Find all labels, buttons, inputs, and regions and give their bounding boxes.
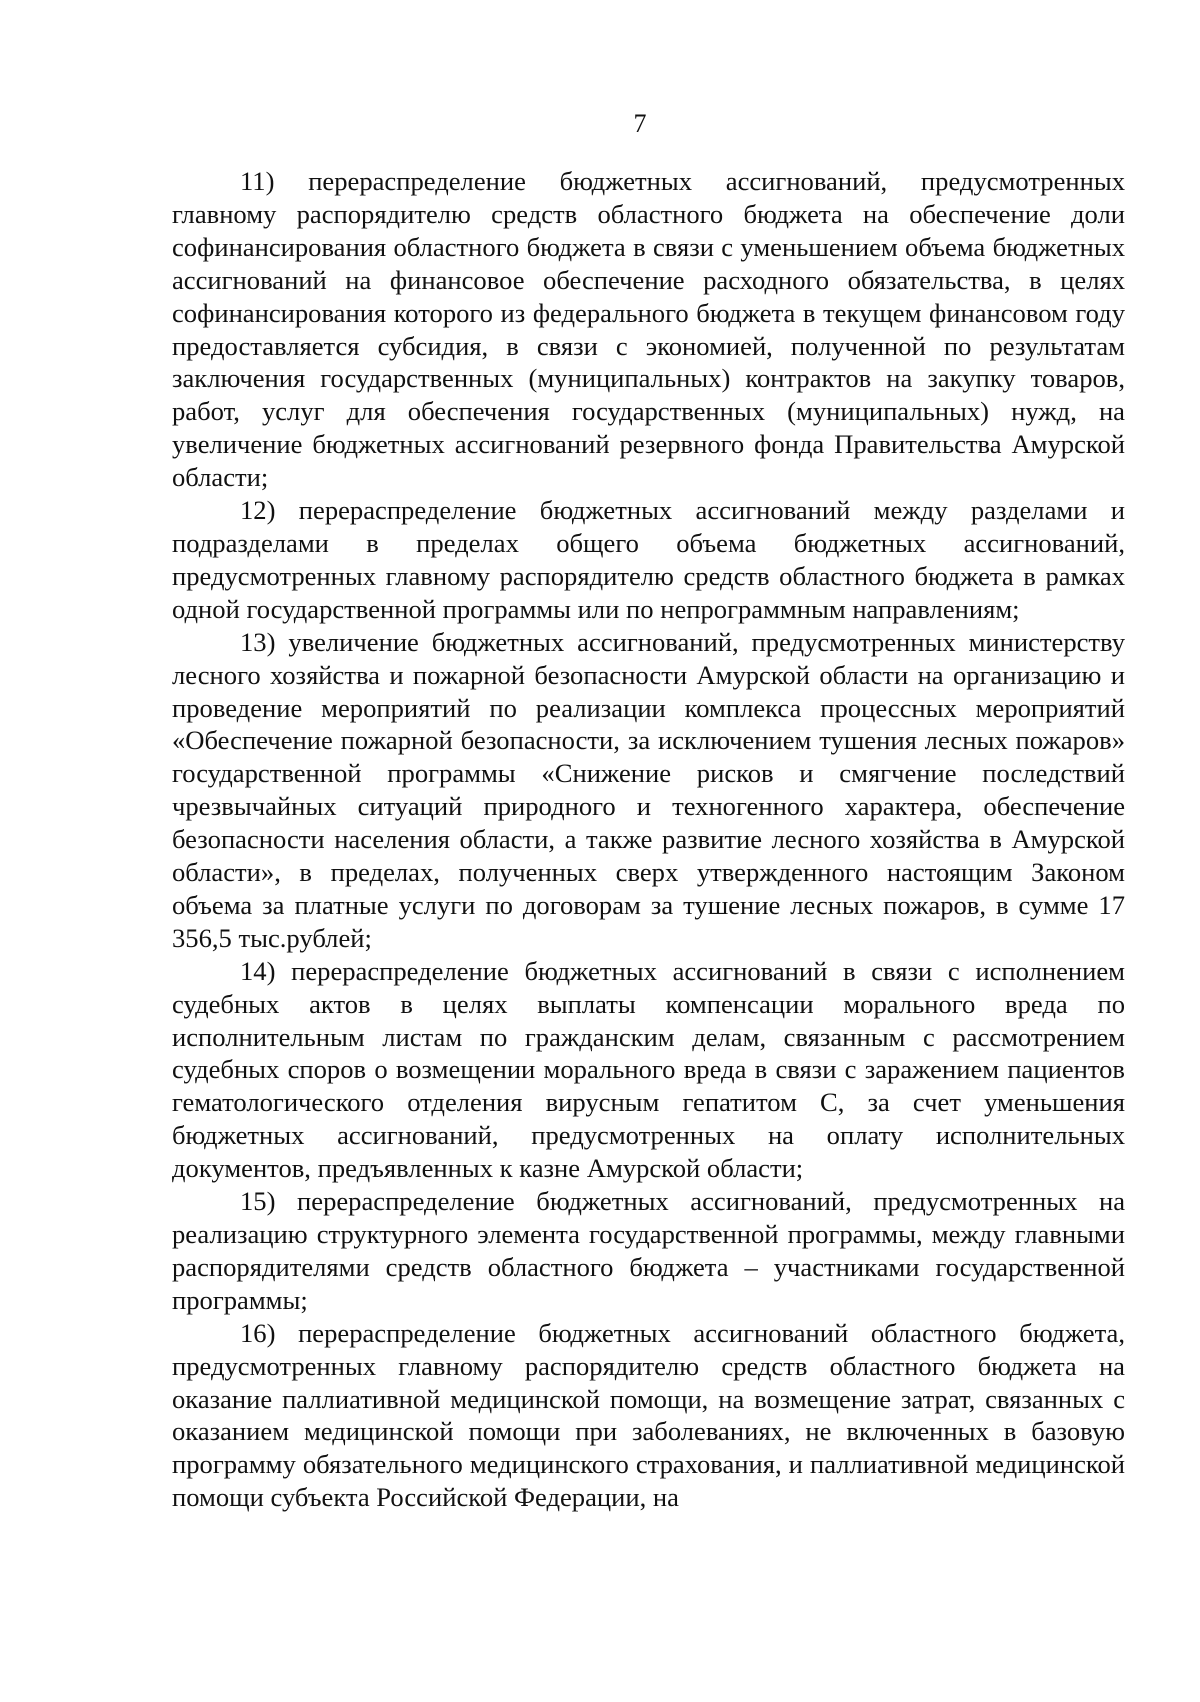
document-body bbox=[172, 165, 1125, 1514]
paragraph-15: 15) перераспределение бюджетных ассигнований, предусмотренных на реализацию структурного элемента государственной программы, между главными распорядителями средств областного бюджета – участниками государственной программы; bbox=[172, 1186, 1125, 1315]
paragraph-16: 16) перераспределение бюджетных ассигнований областного бюджета, предусмотренных главному распорядителю средств областного бюджета на оказание паллиативной медицинской помощи, на возмещение затрат, связанных с оказанием медицинской помощи при заболеваниях, не включенных в базовую программу обязательного медицинского страхования, и паллиативной медицинской помощи субъекта Российской Федерации, на bbox=[172, 1317, 1125, 1513]
paragraph-13: 13) увеличение бюджетных ассигнований, предусмотренных министерству лесного хозяйства и пожарной безопасности Амурской области на организацию и проведение мероприятий по реализации комплекса процессных мероприятий «Обеспечение пожарной безопасности, за исключением тушения лесных пожаров» государственной программы «Снижение рисков и смягчение последствий чрезвычайных ситуаций природного и техногенного характера, обеспечение безопасности населения области, а также развитие лесного хозяйства в Амурской области», в пределах, полученных сверх утвержденного настоящим Законом объема за платные услуги по договорам за тушение лесных пожаров, в сумме 17 356,5 тыс.рублей; bbox=[172, 626, 1125, 953]
paragraph-11: 11) перераспределение бюджетных ассигнований, предусмотренных главному распорядителю средств областного бюджета на обеспечение доли софинансирования областного бюджета в связи с уменьшением объема бюджетных ассигнований на финансовое обеспечение расходного обязательства, в целях софинансирования которого из федерального бюджета в текущем финансовом году предоставляется субсидия, в связи с экономией, полученной по результатам заключения государственных (муниципальных) контрактов на закупку товаров, работ, услуг для обеспечения государственных (муниципальных) нужд, на увеличение бюджетных ассигнований резервного фонда Правительства Амурской области; bbox=[172, 166, 1125, 493]
paragraph-14: 14) перераспределение бюджетных ассигнований в связи с исполнением судебных актов в целях выплаты компенсации морального вреда по исполнительным листам по гражданским делам, связанным с рассмотрением судебных споров о возмещении морального вреда в связи с заражением пациентов гематологического отделения вирусным гепатитом С, за счет уменьшения бюджетных ассигнований, предусмотренных на оплату исполнительных документов, предъявленных к казне Амурской области; bbox=[172, 955, 1125, 1184]
page-number: 7 bbox=[633, 109, 647, 138]
paragraph-12: 12) перераспределение бюджетных ассигнований между разделами и подразделами в пределах общего объема бюджетных ассигнований, предусмотренных главному распорядителю средств областного бюджета в рамках одной государственной программы или по непрограммным направлениям; bbox=[172, 495, 1125, 624]
